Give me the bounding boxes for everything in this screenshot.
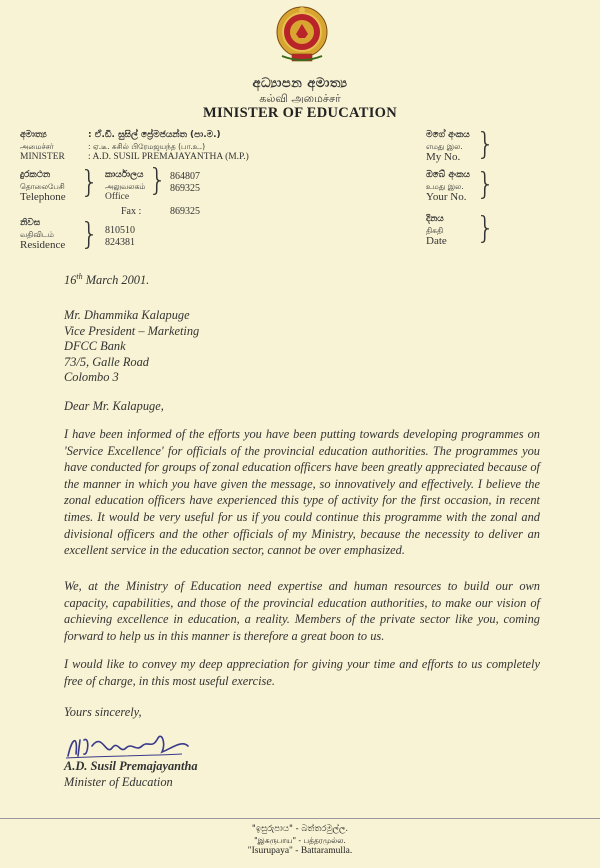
office-brace: } (148, 163, 168, 198)
residence-brace: } (80, 217, 100, 252)
header-title-english: MINISTER OF EDUCATION (202, 105, 397, 121)
footer-address: "ඉසුරුපාය" - බත්තරමුල්ල. "இசுருபாய" - பத்தரமுல்ல. "Isurupaya" - Battaramulla. (247, 824, 353, 856)
office-numbers: 864807 869325 (170, 171, 200, 194)
your-no-label: ඔබේ අංකය உமது இல. Your No. (426, 170, 470, 203)
fax-label: Fax : (121, 206, 142, 217)
minister-label: අමාත්‍ය அமைச்சர் MINISTER (20, 130, 65, 162)
date-brace: } (476, 211, 496, 246)
recipient-address: Mr. Dhammika Kalapuge Vice President – Marketing DFCC Bank 73/5, Galle Road Colombo 3 (64, 308, 200, 385)
paragraph-1: I have been informed of the efforts you have been putting towards developing programmes on 'Service Excellence' for officials of the provincial education authorities. The programmes you have conducted for groups of zonal education officers have been greatly appreciated because of the manner in which you have given the message, so innovatively and effectively. I believe the zonal education officers have experienced this type of activity for the first occasion, in recent times. It would be very useful for us if you could continue this programme with the zonal and divisional officers and the other officials of my Ministry, because the necessity to deliver an excellent service in the education sector, cannot be over emphasized. (64, 427, 540, 558)
telephone-brace: } (80, 165, 100, 200)
office-label: කාර්යාලය அலுவலகம் Office (105, 170, 146, 202)
residence-label: නිවස வதிவிடம் Residence (20, 218, 66, 251)
telephone-label: දුරකථන தொலைபேசி Telephone (20, 170, 66, 203)
date-label: දිනය திகதி Date (426, 214, 447, 247)
letter-date: 16th March 2001. (64, 272, 150, 288)
my-no-brace: } (476, 127, 496, 162)
my-no-label: මගේ අංකය எமது இல. My No. (426, 130, 470, 163)
your-no-brace: } (476, 167, 496, 202)
header-title-sinhala: අධ්‍යාපන අමාත්‍ය (252, 76, 348, 91)
signatory-name: A.D. Susil Premajayantha (64, 759, 198, 773)
fax-number: 869325 (170, 206, 200, 217)
header-title-tamil: கல்வி அமைச்சர் (259, 92, 341, 105)
footer-divider (0, 818, 600, 819)
paragraph-3: I would like to convey my deep appreciation for giving your time and efforts to us completely free of charge, in this most useful exercise. (64, 657, 540, 688)
residence-numbers: 810510 824381 (105, 225, 135, 248)
signatory-title: Minister of Education (64, 775, 173, 789)
minister-name: : ඒ.ඩී. සුසිල් ප්‍රේමජයන්ත (පා.ම.) : ஏ.டீ. சுசில் பிரேமஜயந்த (பா.உ.) : A.D. SUSIL PREMAJAYANTHA (M.P.) (88, 130, 249, 162)
signatory-block (64, 758, 198, 790)
salutation: Dear Mr. Kalapuge, (64, 399, 164, 413)
paragraph-2: We, at the Ministry of Education need expertise and human resources to build our own capacity, capabilities, and those of the provincial education authorities, to make our vision of achieving excellence in education, a reality. Members of the private sector like you, coming forward to help us in this manner is therefore a great boon to us. (64, 579, 540, 643)
state-emblem-icon (272, 4, 332, 66)
closing: Yours sincerely, (64, 705, 142, 719)
